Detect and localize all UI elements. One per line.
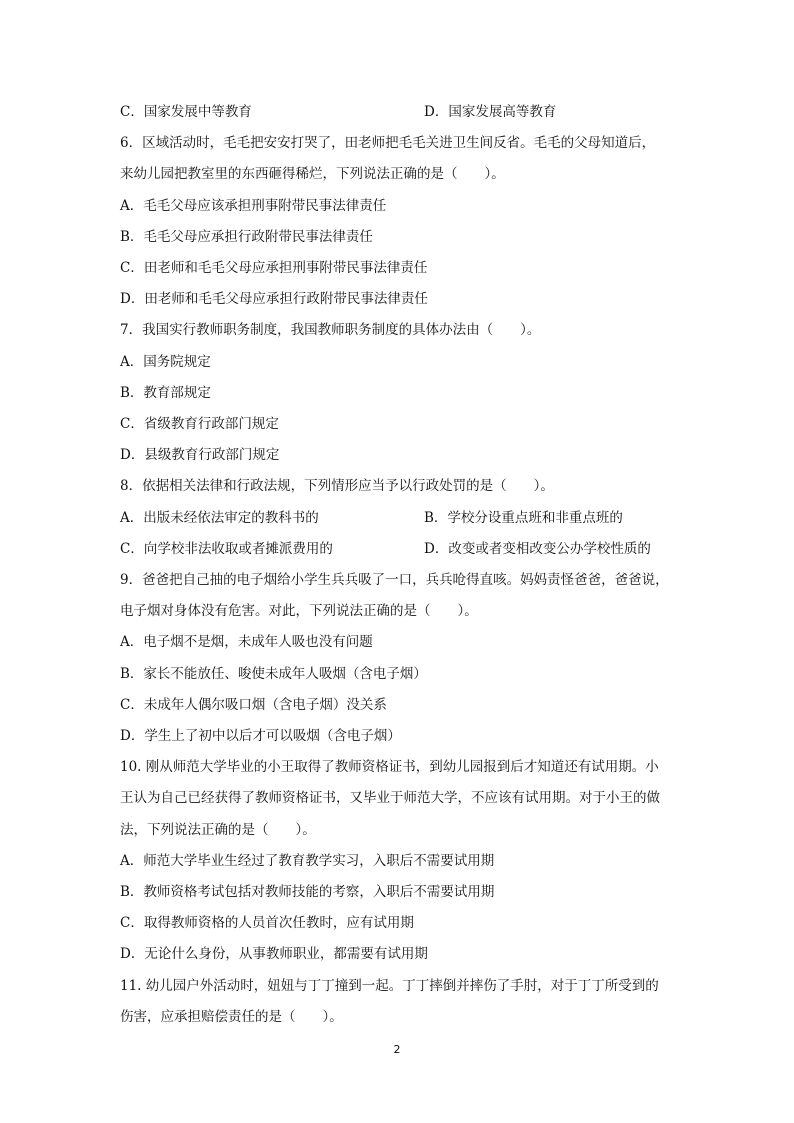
text-line: C．取得教师资格的人员首次任教时，应有试用期 [120,915,414,932]
text-line: 伤害，应承担赔偿责任的是（ ）。 [120,1008,343,1025]
text-line: 王认为自己已经获得了教师资格证书，又毕业于师范大学，不应该有试用期。对于小王的做 [120,790,660,807]
text-line: 6．区域活动时，毛毛把安安打哭了，田老师把毛毛关进卫生间反省。毛毛的父母知道后， [120,135,656,152]
text-line: B．家长不能放任、唆使未成年人吸烟（含电子烟） [120,665,427,682]
text-line: 8．依据相关法律和行政法规，下列情形应当予以行政处罚的是（ ）。 [120,478,554,495]
text-line: B．毛毛父母应承担行政附带民事法律责任 [120,228,373,245]
text-line-right-column: D．改变或者变相改变公办学校性质的 [424,540,651,557]
text-line: D．无论什么身份，从事教师职业，都需要有试用期 [120,946,428,963]
text-line: 10. 刚从师范大学毕业的小王取得了教师资格证书，到幼儿园报到后才知道还有试用期。小 [120,759,659,776]
text-line: C．向学校非法收取或者摊派费用的 [120,540,333,557]
text-line: A．出版未经依法审定的教科书的 [120,509,319,526]
page-number: 2 [393,1043,401,1056]
text-line: 7．我国实行教师职务制度，我国教师职务制度的具体办法由（ ）。 [120,322,541,339]
text-line: C．田老师和毛毛父母应承担刑事附带民事法律责任 [120,260,428,276]
text-line: C．国家发展中等教育 [120,104,252,120]
text-line: A．电子烟不是烟，未成年人吸也没有问题 [120,634,373,651]
text-line: 9．爸爸把自己抽的电子烟给小学生兵兵吸了一口，兵兵呛得直咳。妈妈责怪爸爸，爸爸说， [120,572,669,588]
text-line: 电子烟对身体没有危害。对此，下列说法正确的是（ ）。 [120,603,478,620]
text-line: C．未成年人偶尔吸口烟（含电子烟）没关系 [120,696,387,713]
text-line-right-column: B．学校分设重点班和非重点班的 [424,509,623,526]
text-line: 法，下列说法正确的是（ ）。 [120,821,316,838]
text-line: 11. 幼儿园户外活动时，妞妞与丁丁撞到一起。丁丁摔倒并摔伤了手肘，对于丁丁所受到的 [120,977,659,994]
text-line: D．学生上了初中以后才可以吸烟（含电子烟） [120,728,401,744]
text-line: A．毛毛父母应该承担刑事附带民事法律责任 [120,197,387,214]
text-line: B．教育部规定 [120,384,211,401]
text-line: A．国务院规定 [120,353,211,370]
text-line-right-column: D．国家发展高等教育 [424,104,557,120]
text-line: B．教师资格考试包括对教师技能的考察，入职后不需要试用期 [120,884,495,900]
text-line: D．县级教育行政部门规定 [120,447,280,464]
text-line: A．师范大学毕业生经过了教育教学实习，入职后不需要试用期 [120,852,495,869]
text-line: 来幼儿园把教室里的东西砸得稀烂，下列说法正确的是（ ）。 [120,166,505,183]
text-line: D．田老师和毛毛父母应承担行政附带民事法律责任 [120,291,428,308]
text-line: C．省级教育行政部门规定 [120,416,279,432]
